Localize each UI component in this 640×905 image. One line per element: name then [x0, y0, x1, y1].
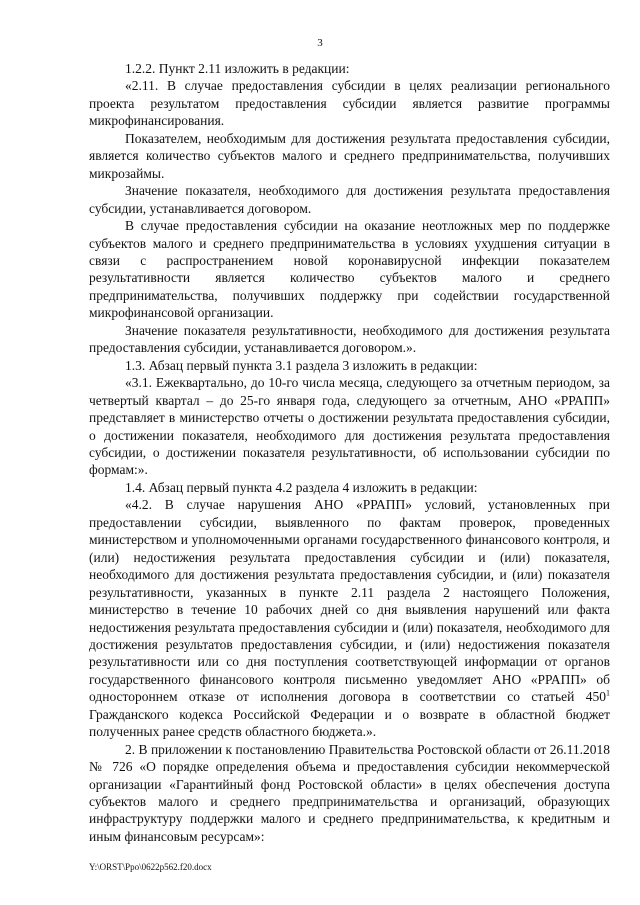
paragraph-tail: Гражданского кодекса Российской Федерации и о возврате в областной бюджет полученных ранее средств областного бюджета.». [89, 706, 610, 740]
paragraph-4-2 [89, 496, 610, 740]
paragraph-text: «4.2. В случае нарушения АНО «РРАПП» условий, установленных при предоставлении субсидии, выявленного по фактам проверок, проведенных министерством и уполномоченными органами государственного финансового контроля, и (или) недостижения результата предоставления субсидии и (или) показателя, необходимого для достижения результата предоставления субсидии, и (или) показателя результативности, указанных в пункте 2.11 раздела 2 настоящего Положения, министерство в течение 10 рабочих дней со дня выявления нарушений или факта недостижения результата предоставления субсидии и (или) показателя, необходимого для достижения результатов предоставления субсидии, и (или) недостижения показателя результативности или со дня поступления соответствующей информации от органов государственного финансового контроля письменно уведомляет АНО «РРАПП» об одностороннем отказе от исполнения договора в соответствии со статьей 450 [89, 497, 610, 705]
paragraph: 2. В приложении к постановлению Правительства Ростовской области от 26.11.2018 № 726 «О порядке определения объема и предоставления субсидии некоммерческой организации «Гарантийный фонд Ростовской области» в целях обеспечения доступа субъектов малого и среднего предпринимательства и организаций, образующих инфраструктуру поддержки малого и среднего предпринимательства, к кредитным и иным финансовым ресурсам»: [89, 741, 610, 844]
paragraph: Значение показателя результативности, необходимого для достижения результата предоставления субсидии, устанавливается договором.». [89, 322, 610, 356]
file-path-footer: Y:\ORST\Ppo\0622p562.f20.docx [89, 862, 212, 872]
paragraph: Показателем, необходимым для достижения результата предоставления субсидии, является количество субъектов малого и среднего предпринимательства, получивших микрозаймы. [89, 130, 610, 181]
paragraph: В случае предоставления субсидии на оказание неотложных мер по поддержке субъектов малого и среднего предпринимательства в условиях ухудшения ситуации в связи с распространением новой коронавирусной инфекции показателем результативности является количество субъектов малого и среднего предпринимательства, получивших поддержку при содействии государственной микрофинансовой организации. [89, 218, 610, 321]
paragraph: Значение показателя, необходимого для достижения результата предоставления субсидии, устанавливается договором. [89, 183, 610, 216]
paragraph: 1.4. Абзац первый пункта 4.2 раздела 4 изложить в редакции: [125, 479, 478, 495]
document-body [89, 60, 610, 845]
paragraph: «2.11. В случае предоставления субсидии в целях реализации регионального проекта результатом предоставления субсидии является развитие программы микрофинансирования. [89, 78, 610, 129]
paragraph: 1.3. Абзац первый пункта 3.1 раздела 3 изложить в редакции: [125, 357, 478, 373]
paragraph: 1.2.2. Пункт 2.11 изложить в редакции: [125, 61, 350, 76]
page-number: 3 [317, 37, 323, 49]
paragraph: «3.1. Ежеквартально, до 10-го числа месяца, следующего за отчетным периодом, за четвертый квартал – до 25-го января года, следующего за отчетным, АНО «РРАПП» представляет в министерство отчеты о достижении результата предоставления субсидии, о достижении показателя, необходимого для достижения результата предоставления субсидии, о достижении показателя результативности, об использовании субсидии по формам:». [89, 375, 610, 478]
article-superscript: 1 [606, 688, 610, 698]
